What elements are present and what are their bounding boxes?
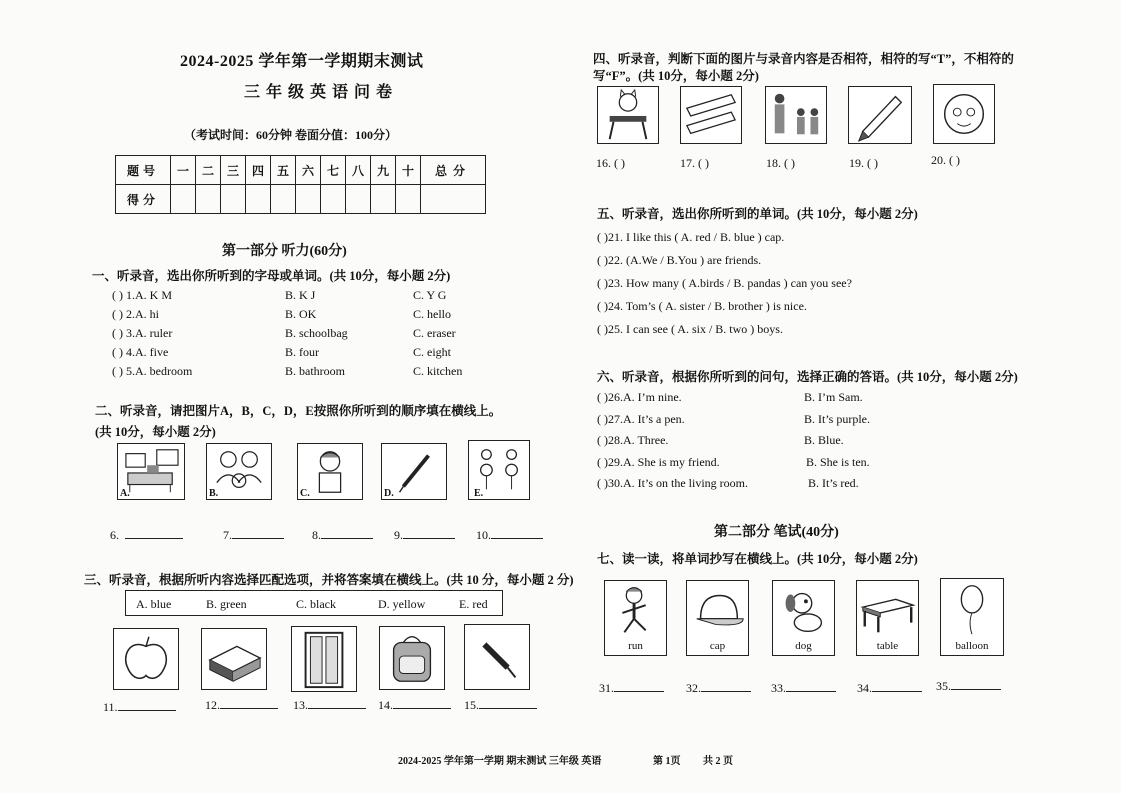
- q2-option-b: B. OK: [285, 307, 317, 321]
- score-col-1: 一: [171, 156, 196, 185]
- section4-title-line2: 写“F”。(共 10分，每小题 2分): [593, 69, 759, 83]
- section3-title: 三、听录音，根据所听内容选择匹配选项，并将答案填在横线上。(共 10 分，每小题 2 分): [84, 573, 574, 587]
- q30-option-b: B. It’s red.: [808, 476, 859, 490]
- score-row-label: 题号: [116, 156, 171, 185]
- picture-apple: [113, 628, 179, 690]
- copy-blank-35[interactable]: [936, 677, 1001, 694]
- q28-stem: ( )28.A. Three.: [597, 433, 669, 447]
- word-dog: dog: [795, 640, 812, 652]
- q3-option-b: B. schoolbag: [285, 326, 348, 340]
- answer-blank-11[interactable]: [103, 698, 176, 715]
- picture-grandpa: [933, 84, 995, 144]
- q5-stem: ( ) 5.A. bedroom: [112, 364, 193, 378]
- part1-title: 第一部分 听力(60分): [222, 244, 347, 259]
- option-red: E. red: [459, 597, 488, 611]
- people-icon: [766, 87, 826, 143]
- score-cell[interactable]: [271, 185, 296, 214]
- exam-info: （考试时间：60分钟 卷面分值：100分）: [184, 128, 398, 142]
- blank-number: 10.: [476, 528, 491, 542]
- blank-number: 33.: [771, 681, 786, 695]
- picture-pen-2: [464, 624, 530, 690]
- score-cell[interactable]: [171, 185, 196, 214]
- cat-icon: [598, 87, 658, 143]
- score-cell[interactable]: [346, 185, 371, 214]
- ruler-icon: [681, 87, 741, 143]
- answer-blank-15[interactable]: [464, 696, 537, 713]
- picture-label-d: D.: [384, 488, 394, 499]
- dog-icon: [773, 581, 834, 641]
- q25: ( )25. I can see ( A. six / B. two ) boys.: [597, 322, 783, 336]
- footer-total: 共 2 页: [703, 756, 733, 767]
- answer-blank-10[interactable]: [476, 526, 543, 543]
- answer-blank-12[interactable]: [205, 696, 278, 713]
- word-cap: cap: [709, 640, 726, 652]
- blank-number: 32.: [686, 681, 701, 695]
- q27-option-b: B. It’s purple.: [804, 412, 870, 426]
- door-icon: [292, 627, 356, 691]
- section5-title: 五、听录音，选出你所听到的单词。(共 10分，每小题 2分): [597, 207, 918, 221]
- q26-option-b: B. I’m Sam.: [804, 390, 863, 404]
- answer-blank-6[interactable]: [110, 526, 183, 543]
- picture-cap: [686, 580, 749, 656]
- score-total-label: 总分: [421, 156, 486, 185]
- q1-stem: ( ) 1.A. K M: [112, 288, 172, 302]
- q1-option-b: B. K J: [285, 288, 316, 302]
- picture-label-c: C.: [300, 488, 310, 499]
- blank-number: 13.: [293, 698, 308, 712]
- q2-stem: ( ) 2.A. hi: [112, 307, 159, 321]
- score-col-7: 七: [321, 156, 346, 185]
- score-total-cell[interactable]: [421, 185, 486, 214]
- score-cell[interactable]: [246, 185, 271, 214]
- q24: ( )24. Tom’s ( A. sister / B. brother ) is nice.: [597, 299, 807, 313]
- section1-title: 一、听录音，选出你所听到的字母或单词。(共 10分，每小题 2分): [92, 269, 451, 283]
- judge-blank-20[interactable]: 20. ( ): [931, 153, 960, 167]
- footer-text: 2024-2025 学年第一学期 期末测试 三年级 英语: [398, 756, 602, 767]
- score-cell[interactable]: [221, 185, 246, 214]
- picture-schoolbag: [379, 626, 445, 690]
- score-cell[interactable]: [296, 185, 321, 214]
- q4-option-c: C. eight: [413, 345, 451, 359]
- answer-blank-9[interactable]: [394, 526, 455, 543]
- word-run: run: [628, 640, 643, 652]
- score-col-9: 九: [371, 156, 396, 185]
- q29-option-b: B. She is ten.: [806, 455, 870, 469]
- score-cell[interactable]: [321, 185, 346, 214]
- score-col-3: 三: [221, 156, 246, 185]
- blank-number: 14.: [378, 698, 393, 712]
- exam-title: 2024-2025 学年第一学期期末测试: [180, 53, 424, 70]
- part2-title: 第二部分 笔试(40分): [714, 525, 839, 540]
- exam-subtitle: 三年级英语问卷: [244, 84, 399, 101]
- score-cell[interactable]: [196, 185, 221, 214]
- picture-label-a: A.: [120, 488, 130, 499]
- q5-option-b: B. bathroom: [285, 364, 345, 378]
- table-icon: [857, 581, 918, 641]
- picture-label-b: B.: [209, 488, 219, 499]
- color-options-box: [125, 590, 503, 616]
- option-green: B. green: [206, 597, 247, 611]
- score-cell[interactable]: [371, 185, 396, 214]
- score-col-8: 八: [346, 156, 371, 185]
- copy-blank-34[interactable]: [857, 679, 922, 696]
- score-col-6: 六: [296, 156, 321, 185]
- score-row2-label: 得分: [116, 185, 171, 214]
- q4-option-b: B. four: [285, 345, 319, 359]
- copy-blank-32[interactable]: [686, 679, 751, 696]
- score-table: [115, 155, 486, 214]
- word-balloon: balloon: [955, 640, 989, 652]
- picture-cat-chair: [597, 86, 659, 144]
- picture-rulers: [680, 86, 742, 144]
- blank-number: 15.: [464, 698, 479, 712]
- section2-title-line2: (共 10分，每小题 2分): [95, 425, 216, 439]
- pencil-icon: [849, 87, 911, 143]
- option-black: C. black: [296, 597, 336, 611]
- copy-blank-33[interactable]: [771, 679, 836, 696]
- footer-page: 第 1页: [653, 756, 681, 767]
- q2-option-c: C. hello: [413, 307, 451, 321]
- q28-option-b: B. Blue.: [804, 433, 844, 447]
- q1-option-c: C. Y G: [413, 288, 447, 302]
- blank-number: 8.: [312, 528, 321, 542]
- option-yellow: D. yellow: [378, 597, 426, 611]
- picture-table: [856, 580, 919, 656]
- fountain-pen-icon: [465, 625, 529, 689]
- blank-number: 6.: [110, 528, 119, 542]
- answer-blank-13[interactable]: [293, 696, 366, 713]
- q21: ( )21. I like this ( A. red / B. blue ) cap.: [597, 230, 785, 244]
- picture-balloon: [940, 578, 1004, 656]
- balloon-icon: [941, 579, 1003, 639]
- judge-blank-18[interactable]: 18. ( ): [766, 156, 795, 170]
- picture-pencil: [848, 86, 912, 144]
- grandpa-icon: [934, 85, 994, 143]
- q5-option-c: C. kitchen: [413, 364, 463, 378]
- picture-mother-children: [765, 86, 827, 144]
- q30-stem: ( )30.A. It’s on the living room.: [597, 476, 748, 490]
- bed-icon: [202, 629, 266, 689]
- score-col-10: 十: [396, 156, 421, 185]
- q22: ( )22. (A.We / B.You ) are friends.: [597, 253, 762, 267]
- copy-blank-31[interactable]: [599, 679, 664, 696]
- judge-blank-17[interactable]: 17. ( ): [680, 156, 709, 170]
- schoolbag-icon: [380, 627, 444, 689]
- blank-number: 7.: [223, 528, 232, 542]
- q29-stem: ( )29.A. She is my friend.: [597, 455, 720, 469]
- q27-stem: ( )27.A. It’s a pen.: [597, 412, 685, 426]
- blank-number: 31.: [599, 681, 614, 695]
- blank-number: 11.: [103, 700, 118, 714]
- section4-title: 四、听录音，判断下面的图片与录音内容是否相符，相符的写“T”，不相符的: [593, 52, 1014, 66]
- score-col-2: 二: [196, 156, 221, 185]
- section2-title: 二、听录音，请把图片A，B，C，D，E按照你所听到的顺序填在横线上。: [95, 404, 502, 418]
- q3-option-c: C. eraser: [413, 326, 456, 340]
- score-col-5: 五: [271, 156, 296, 185]
- q26-stem: ( )26.A. I’m nine.: [597, 390, 682, 404]
- score-col-4: 四: [246, 156, 271, 185]
- blank-number: 35.: [936, 679, 951, 693]
- section6-title: 六、听录音，根据你所听到的问句，选择正确的答语。(共 10分，每小题 2分): [597, 370, 1018, 384]
- blank-number: 34.: [857, 681, 872, 695]
- q4-stem: ( ) 4.A. five: [112, 345, 169, 359]
- word-table: table: [876, 640, 899, 652]
- running-boy-icon: [605, 581, 666, 641]
- picture-dog: [772, 580, 835, 656]
- picture-door: [291, 626, 357, 692]
- answer-blank-14[interactable]: [378, 696, 451, 713]
- q23: ( )23. How many ( A.birds / B. pandas ) can you see?: [597, 276, 852, 290]
- q3-stem: ( ) 3.A. ruler: [112, 326, 173, 340]
- picture-label-e: E.: [474, 488, 484, 499]
- judge-blank-16[interactable]: 16. ( ): [596, 156, 625, 170]
- answer-blank-7[interactable]: [223, 526, 284, 543]
- apple-icon: [114, 629, 178, 689]
- picture-run: [604, 580, 667, 656]
- option-blue: A. blue: [136, 597, 172, 611]
- section7-title: 七、读一读，将单词抄写在横线上。(共 10分，每小题 2分): [597, 552, 918, 566]
- score-cell[interactable]: [396, 185, 421, 214]
- blank-number: 12.: [205, 698, 220, 712]
- answer-blank-8[interactable]: [312, 526, 373, 543]
- blank-number: 9.: [394, 528, 403, 542]
- judge-blank-19[interactable]: 19. ( ): [849, 156, 878, 170]
- cap-icon: [687, 581, 748, 641]
- picture-bed: [201, 628, 267, 690]
